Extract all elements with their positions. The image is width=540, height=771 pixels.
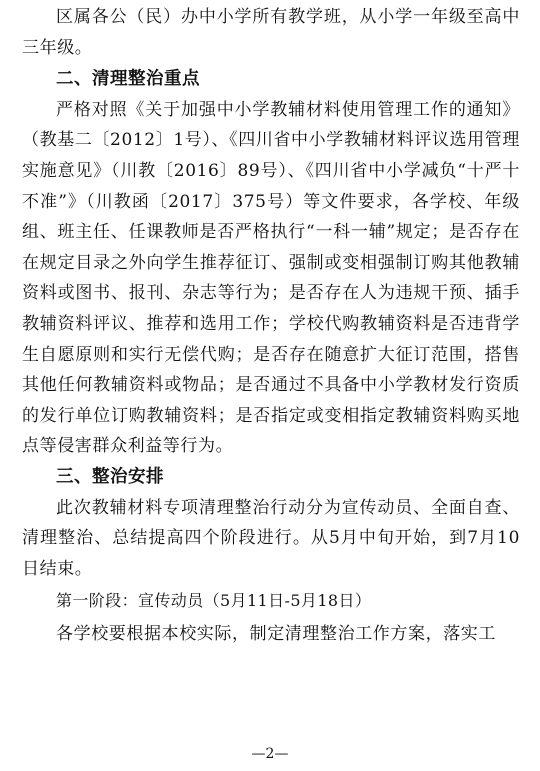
- section-heading-schedule: 三、整治安排: [56, 466, 164, 487]
- paragraph-schedule: 此次教辅材料专项清理整治行动分为宣传动员、全面自查、清理整治、总结提高四个阶段进行。从5月中旬开始，到7月10日结束。: [22, 497, 520, 579]
- document-body: [22, 0, 520, 649]
- page-number: —2—: [251, 746, 289, 762]
- stage-heading-1: 第一阶段：宣传动员（5月11日-5月18日）: [56, 591, 372, 611]
- paragraph-focus-details: 严格对照《关于加强中小学教辅材料使用管理工作的通知》（教基二〔2012〕1号）、《四川省中小学教辅材料评议选用管理实施意见》（川教〔2016〕89号）、《四川省中小学减负“十严十不准”》（川教函〔2017〕375号）等文件要求，各学校、年级组、班主任、任课教师是否严格执行“一科一辅”规定；是否存在在规定目录之外向学生推荐征订、强制或变相强制订购其他教辅资料或图书、报刊、杂志等行为；是否存在人为违规干预、插手教辅资料评议、推荐和选用工作；学校代购教辅资料是否违背学生自愿原则和实行无偿代购；是否存在随意扩大征订范围，搭售其他任何教辅资料或物品；是否通过不具备中小学教材发行资质的发行单位订购教辅资料；是否指定或变相指定教辅资料购买地点等侵害群众利益等行为。: [22, 99, 520, 457]
- paragraph-stage-1: 各学校要根据本校实际，制定清理整治工作方案，落实工: [56, 623, 496, 644]
- section-heading-focus: 二、清理整治重点: [56, 69, 200, 90]
- paragraph-scope-continuation: 区属各公（民）办中小学所有教学班，从小学一年级至高中三年级。: [22, 7, 520, 58]
